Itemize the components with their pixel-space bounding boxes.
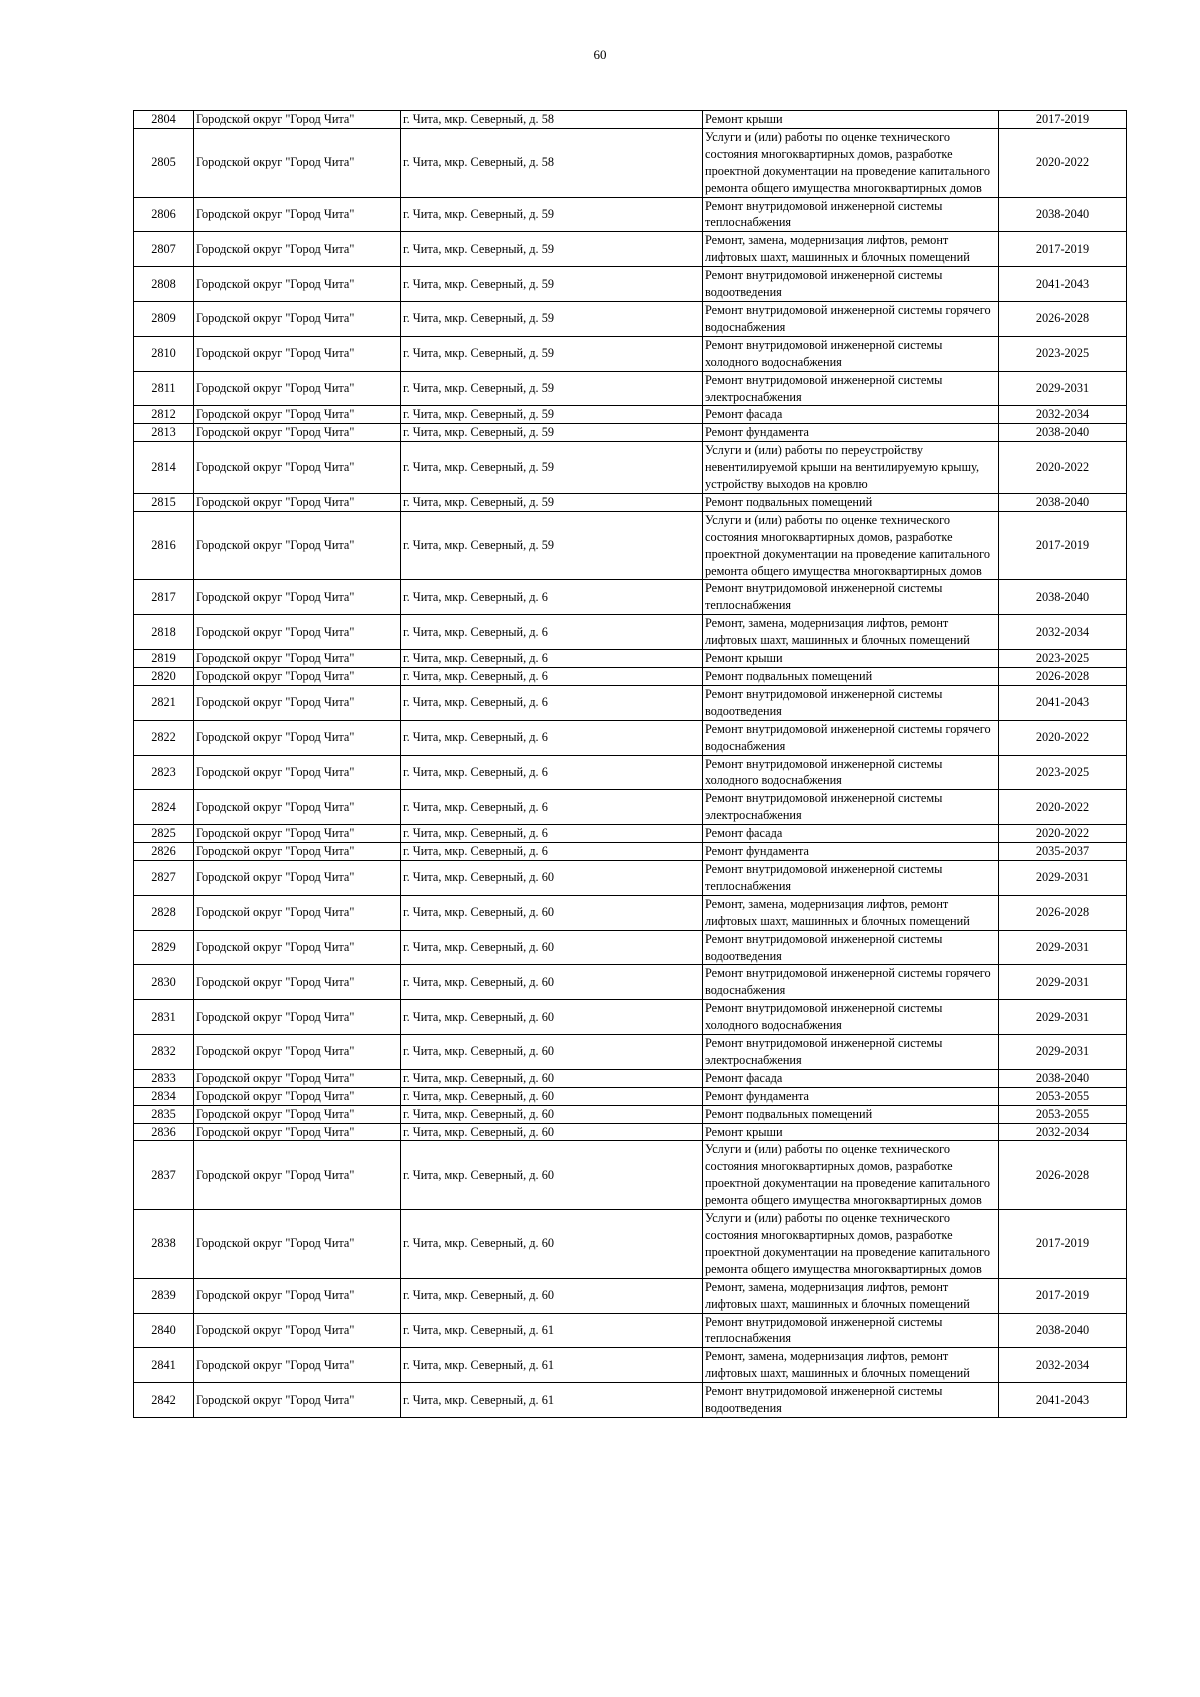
period-cell: 2032-2034 <box>999 1123 1127 1141</box>
address-cell: г. Чита, мкр. Северный, д. 6 <box>401 685 703 720</box>
row-number-cell: 2810 <box>134 336 194 371</box>
work-type-cell: Ремонт подвальных помещений <box>703 493 999 511</box>
municipality-cell: Городской округ "Город Чита" <box>194 493 401 511</box>
work-type-cell: Ремонт внутридомовой инженерной системы водоотведения <box>703 1383 999 1418</box>
municipality-cell: Городской округ "Город Чита" <box>194 511 401 580</box>
period-cell: 2023-2025 <box>999 336 1127 371</box>
period-cell: 2017-2019 <box>999 1210 1127 1279</box>
table-row <box>134 1278 1127 1313</box>
table-row <box>134 197 1127 232</box>
table-row <box>134 301 1127 336</box>
table-row <box>134 1383 1127 1418</box>
address-cell: г. Чита, мкр. Северный, д. 60 <box>401 965 703 1000</box>
period-cell: 2032-2034 <box>999 615 1127 650</box>
address-cell: г. Чита, мкр. Северный, д. 60 <box>401 1278 703 1313</box>
address-cell: г. Чита, мкр. Северный, д. 59 <box>401 511 703 580</box>
municipality-cell: Городской округ "Город Чита" <box>194 1035 401 1070</box>
municipality-cell: Городской округ "Город Чита" <box>194 895 401 930</box>
period-cell: 2020-2022 <box>999 825 1127 843</box>
table-row <box>134 232 1127 267</box>
table-row <box>134 668 1127 686</box>
municipality-cell: Городской округ "Город Чита" <box>194 685 401 720</box>
address-cell: г. Чита, мкр. Северный, д. 60 <box>401 1105 703 1123</box>
row-number-cell: 2830 <box>134 965 194 1000</box>
table-row <box>134 336 1127 371</box>
work-type-cell: Ремонт фасада <box>703 406 999 424</box>
table-row <box>134 860 1127 895</box>
period-cell: 2017-2019 <box>999 511 1127 580</box>
work-type-cell: Ремонт внутридомовой инженерной системы теплоснабжения <box>703 1313 999 1348</box>
row-number-cell: 2832 <box>134 1035 194 1070</box>
address-cell: г. Чита, мкр. Северный, д. 59 <box>401 442 703 494</box>
work-type-cell: Ремонт крыши <box>703 1123 999 1141</box>
row-number-cell: 2805 <box>134 128 194 197</box>
table-row <box>134 1087 1127 1105</box>
row-number-cell: 2834 <box>134 1087 194 1105</box>
period-cell: 2041-2043 <box>999 1383 1127 1418</box>
table-row <box>134 580 1127 615</box>
period-cell: 2017-2019 <box>999 232 1127 267</box>
row-number-cell: 2836 <box>134 1123 194 1141</box>
work-type-cell: Ремонт подвальных помещений <box>703 668 999 686</box>
work-type-cell: Ремонт внутридомовой инженерной системы теплоснабжения <box>703 860 999 895</box>
address-cell: г. Чита, мкр. Северный, д. 6 <box>401 615 703 650</box>
table-row <box>134 895 1127 930</box>
period-cell: 2038-2040 <box>999 580 1127 615</box>
municipality-cell: Городской округ "Город Чита" <box>194 424 401 442</box>
municipality-cell: Городской округ "Город Чита" <box>194 650 401 668</box>
row-number-cell: 2820 <box>134 668 194 686</box>
municipality-cell: Городской округ "Город Чита" <box>194 720 401 755</box>
address-cell: г. Чита, мкр. Северный, д. 60 <box>401 1210 703 1279</box>
work-type-cell: Ремонт внутридомовой инженерной системы горячего водоснабжения <box>703 301 999 336</box>
address-cell: г. Чита, мкр. Северный, д. 59 <box>401 406 703 424</box>
work-type-cell: Услуги и (или) работы по оценке технического состояния многоквартирных домов, разработке проектной документации на проведение капитального ремонта общего имущества многоквартирных домов <box>703 128 999 197</box>
row-number-cell: 2825 <box>134 825 194 843</box>
table-row <box>134 965 1127 1000</box>
address-cell: г. Чита, мкр. Северный, д. 59 <box>401 267 703 302</box>
municipality-cell: Городской округ "Город Чита" <box>194 371 401 406</box>
row-number-cell: 2829 <box>134 930 194 965</box>
work-type-cell: Ремонт внутридомовой инженерной системы электроснабжения <box>703 790 999 825</box>
work-type-cell: Ремонт крыши <box>703 650 999 668</box>
work-type-cell: Ремонт фундамента <box>703 843 999 861</box>
row-number-cell: 2822 <box>134 720 194 755</box>
row-number-cell: 2838 <box>134 1210 194 1279</box>
address-cell: г. Чита, мкр. Северный, д. 58 <box>401 111 703 129</box>
municipality-cell: Городской округ "Город Чита" <box>194 301 401 336</box>
address-cell: г. Чита, мкр. Северный, д. 60 <box>401 930 703 965</box>
work-type-cell: Ремонт фасада <box>703 825 999 843</box>
row-number-cell: 2841 <box>134 1348 194 1383</box>
period-cell: 2029-2031 <box>999 965 1127 1000</box>
row-number-cell: 2827 <box>134 860 194 895</box>
work-type-cell: Ремонт внутридомовой инженерной системы теплоснабжения <box>703 580 999 615</box>
municipality-cell: Городской округ "Город Чита" <box>194 336 401 371</box>
row-number-cell: 2808 <box>134 267 194 302</box>
municipality-cell: Городской округ "Город Чита" <box>194 442 401 494</box>
work-type-cell: Ремонт подвальных помещений <box>703 1105 999 1123</box>
municipality-cell: Городской округ "Город Чита" <box>194 930 401 965</box>
work-type-cell: Услуги и (или) работы по оценке технического состояния многоквартирных домов, разработке проектной документации на проведение капитального ремонта общего имущества многоквартирных домов <box>703 1210 999 1279</box>
address-cell: г. Чита, мкр. Северный, д. 6 <box>401 825 703 843</box>
work-type-cell: Ремонт внутридомовой инженерной системы горячего водоснабжения <box>703 965 999 1000</box>
table-row <box>134 406 1127 424</box>
work-type-cell: Ремонт внутридомовой инженерной системы горячего водоснабжения <box>703 720 999 755</box>
table-row <box>134 1313 1127 1348</box>
work-type-cell: Ремонт внутридомовой инженерной системы холодного водоснабжения <box>703 755 999 790</box>
address-cell: г. Чита, мкр. Северный, д. 6 <box>401 790 703 825</box>
period-cell: 2023-2025 <box>999 755 1127 790</box>
table-row <box>134 1000 1127 1035</box>
municipality-cell: Городской округ "Город Чита" <box>194 1210 401 1279</box>
table-row <box>134 511 1127 580</box>
work-type-cell: Ремонт, замена, модернизация лифтов, ремонт лифтовых шахт, машинных и блочных помещений <box>703 895 999 930</box>
period-cell: 2026-2028 <box>999 301 1127 336</box>
table-row <box>134 1105 1127 1123</box>
address-cell: г. Чита, мкр. Северный, д. 61 <box>401 1313 703 1348</box>
period-cell: 2020-2022 <box>999 128 1127 197</box>
municipality-cell: Городской округ "Город Чита" <box>194 1313 401 1348</box>
address-cell: г. Чита, мкр. Северный, д. 59 <box>401 197 703 232</box>
table-row <box>134 650 1127 668</box>
period-cell: 2020-2022 <box>999 720 1127 755</box>
row-number-cell: 2823 <box>134 755 194 790</box>
address-cell: г. Чита, мкр. Северный, д. 59 <box>401 336 703 371</box>
address-cell: г. Чита, мкр. Северный, д. 59 <box>401 371 703 406</box>
municipality-cell: Городской округ "Город Чита" <box>194 1069 401 1087</box>
municipality-cell: Городской округ "Город Чита" <box>194 843 401 861</box>
period-cell: 2032-2034 <box>999 1348 1127 1383</box>
table-row <box>134 442 1127 494</box>
address-cell: г. Чита, мкр. Северный, д. 6 <box>401 755 703 790</box>
table-row <box>134 720 1127 755</box>
row-number-cell: 2809 <box>134 301 194 336</box>
work-type-cell: Ремонт, замена, модернизация лифтов, ремонт лифтовых шахт, машинных и блочных помещений <box>703 1348 999 1383</box>
row-number-cell: 2842 <box>134 1383 194 1418</box>
table-row <box>134 930 1127 965</box>
address-cell: г. Чита, мкр. Северный, д. 58 <box>401 128 703 197</box>
period-cell: 2053-2055 <box>999 1105 1127 1123</box>
municipality-cell: Городской округ "Город Чита" <box>194 1141 401 1210</box>
period-cell: 2029-2031 <box>999 860 1127 895</box>
address-cell: г. Чита, мкр. Северный, д. 60 <box>401 1035 703 1070</box>
row-number-cell: 2826 <box>134 843 194 861</box>
work-type-cell: Ремонт внутридомовой инженерной системы электроснабжения <box>703 371 999 406</box>
work-type-cell: Ремонт фундамента <box>703 1087 999 1105</box>
period-cell: 2026-2028 <box>999 668 1127 686</box>
row-number-cell: 2818 <box>134 615 194 650</box>
address-cell: г. Чита, мкр. Северный, д. 61 <box>401 1348 703 1383</box>
table-row <box>134 267 1127 302</box>
period-cell: 2032-2034 <box>999 406 1127 424</box>
address-cell: г. Чита, мкр. Северный, д. 59 <box>401 424 703 442</box>
work-type-cell: Ремонт, замена, модернизация лифтов, ремонт лифтовых шахт, машинных и блочных помещений <box>703 1278 999 1313</box>
address-cell: г. Чита, мкр. Северный, д. 60 <box>401 860 703 895</box>
table-row <box>134 424 1127 442</box>
period-cell: 2017-2019 <box>999 1278 1127 1313</box>
period-cell: 2038-2040 <box>999 493 1127 511</box>
municipality-cell: Городской округ "Город Чита" <box>194 406 401 424</box>
period-cell: 2029-2031 <box>999 371 1127 406</box>
address-cell: г. Чита, мкр. Северный, д. 60 <box>401 1000 703 1035</box>
address-cell: г. Чита, мкр. Северный, д. 59 <box>401 301 703 336</box>
address-cell: г. Чита, мкр. Северный, д. 6 <box>401 668 703 686</box>
row-number-cell: 2835 <box>134 1105 194 1123</box>
work-type-cell: Ремонт внутридомовой инженерной системы водоотведения <box>703 685 999 720</box>
row-number-cell: 2804 <box>134 111 194 129</box>
period-cell: 2029-2031 <box>999 1035 1127 1070</box>
work-type-cell: Ремонт, замена, модернизация лифтов, ремонт лифтовых шахт, машинных и блочных помещений <box>703 615 999 650</box>
address-cell: г. Чита, мкр. Северный, д. 61 <box>401 1383 703 1418</box>
municipality-cell: Городской округ "Город Чита" <box>194 1348 401 1383</box>
row-number-cell: 2839 <box>134 1278 194 1313</box>
table-row <box>134 111 1127 129</box>
row-number-cell: 2824 <box>134 790 194 825</box>
work-type-cell: Ремонт внутридомовой инженерной системы теплоснабжения <box>703 197 999 232</box>
address-cell: г. Чита, мкр. Северный, д. 6 <box>401 650 703 668</box>
table-row <box>134 1348 1127 1383</box>
period-cell: 2017-2019 <box>999 111 1127 129</box>
row-number-cell: 2812 <box>134 406 194 424</box>
municipality-cell: Городской округ "Город Чита" <box>194 128 401 197</box>
period-cell: 2038-2040 <box>999 1313 1127 1348</box>
municipality-cell: Городской округ "Город Чита" <box>194 668 401 686</box>
page-number: 60 <box>593 47 607 62</box>
period-cell: 2023-2025 <box>999 650 1127 668</box>
row-number-cell: 2817 <box>134 580 194 615</box>
municipality-cell: Городской округ "Город Чита" <box>194 1383 401 1418</box>
municipality-cell: Городской округ "Город Чита" <box>194 755 401 790</box>
period-cell: 2029-2031 <box>999 930 1127 965</box>
row-number-cell: 2831 <box>134 1000 194 1035</box>
work-type-cell: Услуги и (или) работы по оценке технического состояния многоквартирных домов, разработке проектной документации на проведение капитального ремонта общего имущества многоквартирных домов <box>703 511 999 580</box>
period-cell: 2026-2028 <box>999 895 1127 930</box>
municipality-cell: Городской округ "Город Чита" <box>194 825 401 843</box>
period-cell: 2041-2043 <box>999 685 1127 720</box>
table-row <box>134 371 1127 406</box>
work-type-cell: Ремонт внутридомовой инженерной системы холодного водоснабжения <box>703 336 999 371</box>
period-cell: 2038-2040 <box>999 197 1127 232</box>
municipality-cell: Городской округ "Город Чита" <box>194 790 401 825</box>
work-type-cell: Ремонт, замена, модернизация лифтов, ремонт лифтовых шахт, машинных и блочных помещений <box>703 232 999 267</box>
work-type-cell: Ремонт внутридомовой инженерной системы водоотведения <box>703 267 999 302</box>
address-cell: г. Чита, мкр. Северный, д. 60 <box>401 1069 703 1087</box>
table-row <box>134 755 1127 790</box>
address-cell: г. Чита, мкр. Северный, д. 59 <box>401 232 703 267</box>
municipality-cell: Городской округ "Город Чита" <box>194 1123 401 1141</box>
row-number-cell: 2815 <box>134 493 194 511</box>
municipality-cell: Городской округ "Город Чита" <box>194 267 401 302</box>
row-number-cell: 2840 <box>134 1313 194 1348</box>
period-cell: 2038-2040 <box>999 424 1127 442</box>
table-row <box>134 128 1127 197</box>
work-type-cell: Ремонт внутридомовой инженерной системы водоотведения <box>703 930 999 965</box>
row-number-cell: 2811 <box>134 371 194 406</box>
work-type-cell: Ремонт внутридомовой инженерной системы электроснабжения <box>703 1035 999 1070</box>
municipality-cell: Городской округ "Город Чита" <box>194 1278 401 1313</box>
municipality-cell: Городской округ "Город Чита" <box>194 232 401 267</box>
row-number-cell: 2816 <box>134 511 194 580</box>
municipality-cell: Городской округ "Город Чита" <box>194 615 401 650</box>
period-cell: 2020-2022 <box>999 442 1127 494</box>
municipality-cell: Городской округ "Город Чита" <box>194 197 401 232</box>
row-number-cell: 2813 <box>134 424 194 442</box>
row-number-cell: 2806 <box>134 197 194 232</box>
table-row <box>134 615 1127 650</box>
table-row <box>134 790 1127 825</box>
row-number-cell: 2807 <box>134 232 194 267</box>
municipality-cell: Городской округ "Город Чита" <box>194 580 401 615</box>
period-cell: 2026-2028 <box>999 1141 1127 1210</box>
row-number-cell: 2821 <box>134 685 194 720</box>
row-number-cell: 2828 <box>134 895 194 930</box>
row-number-cell: 2814 <box>134 442 194 494</box>
period-cell: 2053-2055 <box>999 1087 1127 1105</box>
table-row <box>134 493 1127 511</box>
period-cell: 2020-2022 <box>999 790 1127 825</box>
address-cell: г. Чита, мкр. Северный, д. 6 <box>401 720 703 755</box>
table-row <box>134 1035 1127 1070</box>
address-cell: г. Чита, мкр. Северный, д. 60 <box>401 1123 703 1141</box>
table-row <box>134 1210 1127 1279</box>
work-type-cell: Услуги и (или) работы по переустройству невентилируемой крыши на вентилируемую крышу, устройству выходов на кровлю <box>703 442 999 494</box>
work-type-cell: Ремонт внутридомовой инженерной системы холодного водоснабжения <box>703 1000 999 1035</box>
table-row <box>134 1123 1127 1141</box>
table-body <box>134 111 1127 1418</box>
address-cell: г. Чита, мкр. Северный, д. 60 <box>401 1087 703 1105</box>
table-row <box>134 1069 1127 1087</box>
repair-schedule-table <box>133 110 1127 1418</box>
table-row <box>134 685 1127 720</box>
table-row <box>134 1141 1127 1210</box>
period-cell: 2038-2040 <box>999 1069 1127 1087</box>
address-cell: г. Чита, мкр. Северный, д. 60 <box>401 895 703 930</box>
table-row <box>134 825 1127 843</box>
address-cell: г. Чита, мкр. Северный, д. 6 <box>401 843 703 861</box>
table-row <box>134 843 1127 861</box>
period-cell: 2035-2037 <box>999 843 1127 861</box>
address-cell: г. Чита, мкр. Северный, д. 59 <box>401 493 703 511</box>
row-number-cell: 2833 <box>134 1069 194 1087</box>
row-number-cell: 2837 <box>134 1141 194 1210</box>
municipality-cell: Городской округ "Город Чита" <box>194 1087 401 1105</box>
municipality-cell: Городской округ "Город Чита" <box>194 860 401 895</box>
work-type-cell: Ремонт крыши <box>703 111 999 129</box>
period-cell: 2029-2031 <box>999 1000 1127 1035</box>
address-cell: г. Чита, мкр. Северный, д. 60 <box>401 1141 703 1210</box>
work-type-cell: Услуги и (или) работы по оценке технического состояния многоквартирных домов, разработке проектной документации на проведение капитального ремонта общего имущества многоквартирных домов <box>703 1141 999 1210</box>
municipality-cell: Городской округ "Город Чита" <box>194 965 401 1000</box>
work-type-cell: Ремонт фасада <box>703 1069 999 1087</box>
municipality-cell: Городской округ "Город Чита" <box>194 111 401 129</box>
work-type-cell: Ремонт фундамента <box>703 424 999 442</box>
municipality-cell: Городской округ "Город Чита" <box>194 1000 401 1035</box>
period-cell: 2041-2043 <box>999 267 1127 302</box>
row-number-cell: 2819 <box>134 650 194 668</box>
address-cell: г. Чита, мкр. Северный, д. 6 <box>401 580 703 615</box>
municipality-cell: Городской округ "Город Чита" <box>194 1105 401 1123</box>
